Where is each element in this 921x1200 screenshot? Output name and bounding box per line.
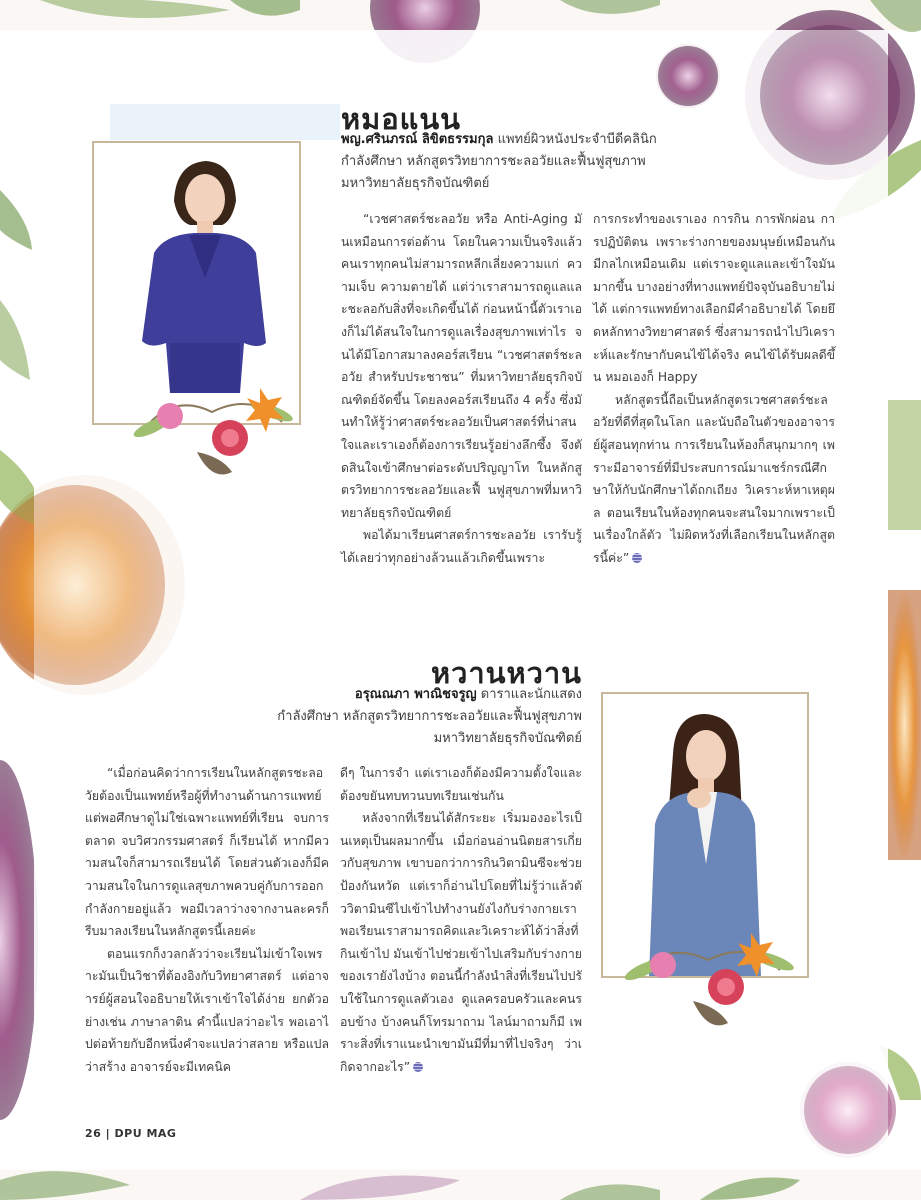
profile-2-byline: [182, 684, 582, 750]
profile-2-col1-para-2: ตอนแรกก็งวลกลัวว่าจะเรียนไม่เข้าใจเพราะมันเป็นวิชาที่ต้องอิงกับวิทยาศาสตร์ แต่อาจารย์ผู้สอนใจอธิบายให้เราเข้าใจได้ง่าย ยกตัวอย่างเช่น ภาษาลาติน คำนี้แปลว่าอะไร พอเอาไปต่อท้ายกับอีกหนึ่งคำจะแปลว่าสลาย หรือแปลว่าสร้าง อาจารย์จะมีเทคนิค: [85, 946, 329, 1074]
profile-1-nickname: หมอแนน: [341, 102, 461, 136]
profile-1-column-1: [341, 208, 582, 570]
profile-2-col2-para-2: หลังจากที่เรียนได้สักระยะ เริ่มมองอะไรเป็นเหตุเป็นผลมากขึ้น เมื่อก่อนอ่านนิตยสารเกี่ยวกับสุขภาพ เขาบอกว่าการกินวิตามินซีจะช่วยป้องกันหวัด แต่เราก็อ่านไปโดยที่ไม่รู้ว่าแล้วตัววิตามินซีไปเข้าไปทำงานยังไงกับร่างกายเรา พอเรียนเราสามารถคิดและวิเคราะห์ได้ว่าสิ่งที่กินเข้าไป มันเข้าไปช่วยเข้าไปเสริมกับร่างกายของเรายังไงบ้าง ตอนนี้กำลังนำสิ่งที่เรียนไปปรับใช้ในการดูแลตัวเอง ดูแลครอบครัวและคนรอบข้าง บ้างคนก็โทรมาถาม ไลน์มาถามก็มี เพราะสิ่งที่เราแนะนำเขามันมีที่มาที่ไปจริงๆ ว่าเกิดจากอะไร”: [340, 811, 582, 1074]
profile-2-column-1: [85, 762, 329, 1078]
profile-2-flower-ornament: [608, 925, 803, 1040]
profile-1-flower-ornament: [112, 372, 307, 492]
profile-1-col1-para-1: “เวชศาสตร์ชะลอวัย หรือ Anti-Aging มันเหมือนการต่อต้าน โดยในความเป็นจริงแล้วคนเราทุกคนไม่สามารถหลีกเลี่ยงความแก่ ความเจ็บ ความตายได้ แต่ว่าเราสามารถดูแลและชะลอกับสิ่งที่จะเกิดขึ้นได้ ก่อนหน้านี้ตัวเราเองก็ไม่ได้สนใจในการดูแลเรื่องสุขภาพเท่าไร จนได้มีโอกาสมาลงคอร์สเรียน “เวชศาสตร์ชะลอวัย สำหรับประชาชน” ที่มหาวิทยาลัยธุรกิจบัณฑิตย์จัดขึ้น โดยลงคอร์สเรียนถึง 4 ครั้ง ซึ่งมันทำให้รู้ว่าศาสตร์ชะลอวัยเป็นศาสตร์ที่น่าสนใจและเราเองก็ต้องการเรียนรู้อย่างลึกซึ้ง จึงตัดสินใจเข้าศึกษาต่อระดับปริญญาโท ในหลักสูตรวิทยาการชะลอวัยและฟื้ นฟูสุขภาพที่มหาวิทยาลัยธุรกิจบัณฑิตย์: [341, 212, 582, 520]
profile-2-col2-para-1: ดีๆ ในการจำ แต่เราเองก็ต้องมีความตั้งใจและต้องขยันทบทวนบทเรียนเช่นกัน: [340, 766, 582, 803]
profile-2-col1-para-1: “เมื่อก่อนคิดว่าการเรียนในหลักสูตรชะลอวัยต้องเป็นแพทย์หรือผู้ที่ทำงานด้านการแพทย์ แต่พอศึกษาดูไม่ใช่เฉพาะแพทย์ที่เรียน จบการตลาด จบวิศวกรรมศาสตร์ ก็เรียนได้ หากมีความสนใจก็สามารถเรียนได้ โดยส่วนตัวเองก็มีความสนใจในการดูแลสุขภาพควบคู่กับการออกกำลังกายอยู่แล้ว พอมีเวลาว่างจากงานละครก็รีบมาลงเรียนในหลักสูตรนี้เลยค่ะ: [85, 766, 329, 939]
profile-1-name: พญ.ศรินภรณ์ ลิขิตธรรมกุล: [341, 132, 494, 147]
footer-separator: |: [105, 1127, 115, 1140]
page-number: 26: [85, 1127, 102, 1140]
end-mark-icon: [632, 553, 642, 563]
page-footer: [85, 1127, 176, 1140]
profile-1-col1-para-2: พอได้มาเรียนศาสตร์การชะลอวัย เรารับรู้ได้เลยว่าทุกอย่างล้วนแล้วเกิดขึ้นเพราะ: [341, 528, 582, 565]
profile-1-byline: [341, 129, 721, 195]
profile-1-university: มหาวิทยาลัยธุรกิจบัณฑิตย์: [341, 176, 490, 191]
profile-2-university: มหาวิทยาลัยธุรกิจบัณฑิตย์: [433, 731, 582, 746]
profile-2-study-line: กำลังศึกษา หลักสูตรวิทยาการชะลอวัยและฟื้นฟูสุขภาพ: [277, 709, 582, 724]
profile-1-col2-para-2-wrap: [593, 389, 835, 570]
profile-2-name: อรุณณภา พาณิชจรูญ: [354, 687, 477, 702]
magazine-name: DPU MAG: [114, 1127, 177, 1140]
profile-1-col2-para-2: หลักสูตรนี้ถือเป็นหลักสูตรเวชศาสตร์ชะลอวัยที่ดีที่สุดในโลก และนับถือในตัวของอาจารย์ผู้สอนทุกท่าน การเรียนในห้องก็สนุกมากๆ เพราะมีอาจารย์ที่มีประสบการณ์มาแชร์กรณีศึกษาให้กับนักศึกษาได้ถกเถียง วิเคราะห์หาเหตุผล ตอนเรียนในห้องทุกคนจะสนใจมากเพราะเป็นเรื่องใกล้ตัว ไม่ผิดหวังที่เลือกเรียนในหลักสูตรนี้ค่ะ”: [593, 392, 835, 565]
profile-1-column-2: [593, 208, 835, 570]
profile-2-column-2: [340, 762, 582, 1078]
profile-2-nickname: หวานหวาน: [430, 656, 582, 690]
profile-1-study-line: กำลังศึกษา หลักสูตรวิทยาการชะลอวัยและฟื้นฟูสุขภาพ: [341, 154, 646, 169]
profile-1-role: แพทย์ผิวหนังประจำบีดีคลินิก: [497, 132, 657, 147]
profile-1-col2-para-1: การกระทำของเราเอง การกิน การพักผ่อน การปฏิบัติตน เพราะร่างกายของมนุษย์เหมือนกัน มีกลไกเหมือนเดิม แต่เราจะดูแลและเข้าใจมันมากขึ้น บางอย่างที่ทางแพทย์ปัจจุบันอธิบายไม่ได้ แต่การแพทย์ทางเลือกมีคำอธิบายได้ โดยยึดหลักทางวิทยาศาสตร์ ซึ่งสามารถนำไปวิเคราะห์และรักษากับคนไข้ได้จริง คนไข้ได้รับผลดีขึ้น หมอเองก็ Happy: [593, 212, 835, 385]
profile-2-col2-para-2-wrap: [340, 807, 582, 1078]
end-mark-icon: [413, 1062, 423, 1072]
profile-2-role: ดาราและนักแสดง: [480, 687, 582, 702]
